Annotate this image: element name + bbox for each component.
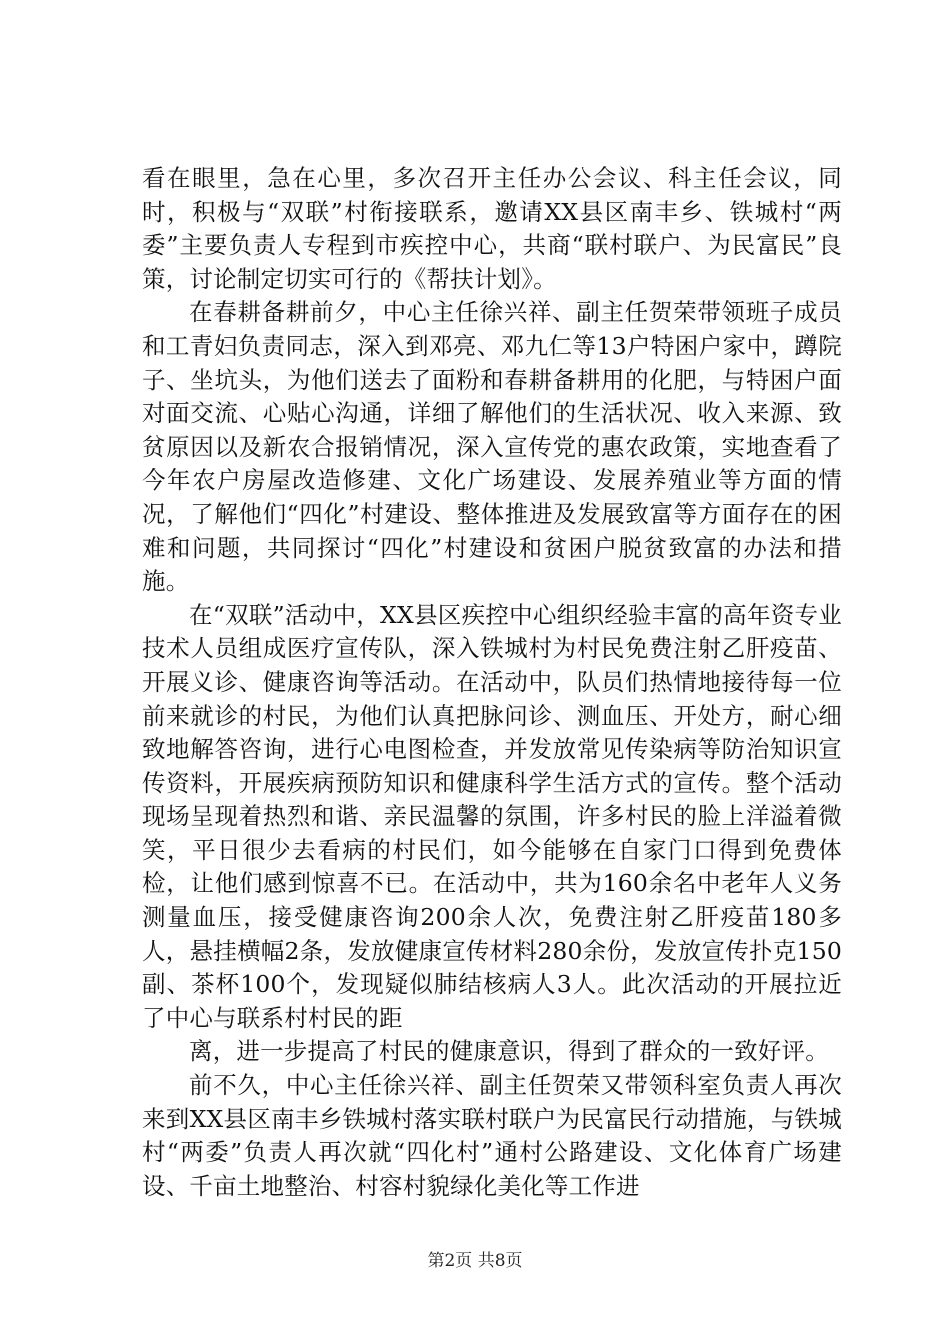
paragraph-1: 看在眼里，急在心里，多次召开主任办公会议、科主任会议，同时，积极与“双联”村衔接联系，邀请XX县区南丰乡、铁城村“两委”主要负责人专程到市疾控中心，共商“联村联户、为民富民”良策，讨论制定切实可行的《帮扶计划》。 [142,164,842,293]
document-body [142,162,842,1203]
paragraph-3: 在“双联”活动中，XX县区疾控中心组织经验丰富的高年资专业技术人员组成医疗宣传队，深入铁城村为村民免费注射乙肝疫苗、开展义诊、健康咨询等活动。在活动中，队员们热情地接待每一位前来就诊的村民，为他们认真把脉问诊、测血压、开处方，耐心细致地解答咨询，进行心电图检查，并发放常见传染病等防治知识宣传资料，开展疾病预防知识和健康科学生活方式的宣传。整个活动现场呈现着热烈和谐、亲民温馨的氛围，许多村民的脸上洋溢着微笑，平日很少去看病的村民们，如今能够在自家门口得到免费体检，让他们感到惊喜不已。在活动中，共为160余名中老年人义务测量血压，接受健康咨询200余人次，免费注射乙肝疫苗180多人，悬挂横幅2条，发放健康宣传材料280余份，发放宣传扑克150副、茶杯100个，发现疑似肺结核病人3人。此次活动的开展拉近了中心与联系村村民的距 [142,600,842,1032]
page-footer: 第2页 共8页 [427,1251,523,1271]
paragraph-5: 前不久，中心主任徐兴祥、副主任贺荣又带领科室负责人再次来到XX县区南丰乡铁城村落实联村联户为民富民行动措施，与铁城村“两委”负责人再次就“四化村”通村公路建设、文化体育广场建设、千亩土地整治、村容村貌绿化美化等工作进 [142,1071,842,1200]
paragraph-2: 在春耕备耕前夕，中心主任徐兴祥、副主任贺荣带领班子成员和工青妇负责同志，深入到邓亮、邓九仁等13户特困户家中，蹲院子、坐坑头，为他们送去了面粉和春耕备耕用的化肥，与特困户面对面交流、心贴心沟通，详细了解他们的生活状况、收入来源、致贫原因以及新农合报销情况，深入宣传党的惠农政策，实地查看了今年农户房屋改造修建、文化广场建设、发展养殖业等方面的情况，了解他们“四化”村建设、整体推进及发展致富等方面存在的困难和问题，共同探讨“四化”村建设和贫困户脱贫致富的办法和措施。 [142,298,842,596]
paragraph-4: 离，进一步提高了村民的健康意识，得到了群众的一致好评。 [189,1037,829,1066]
